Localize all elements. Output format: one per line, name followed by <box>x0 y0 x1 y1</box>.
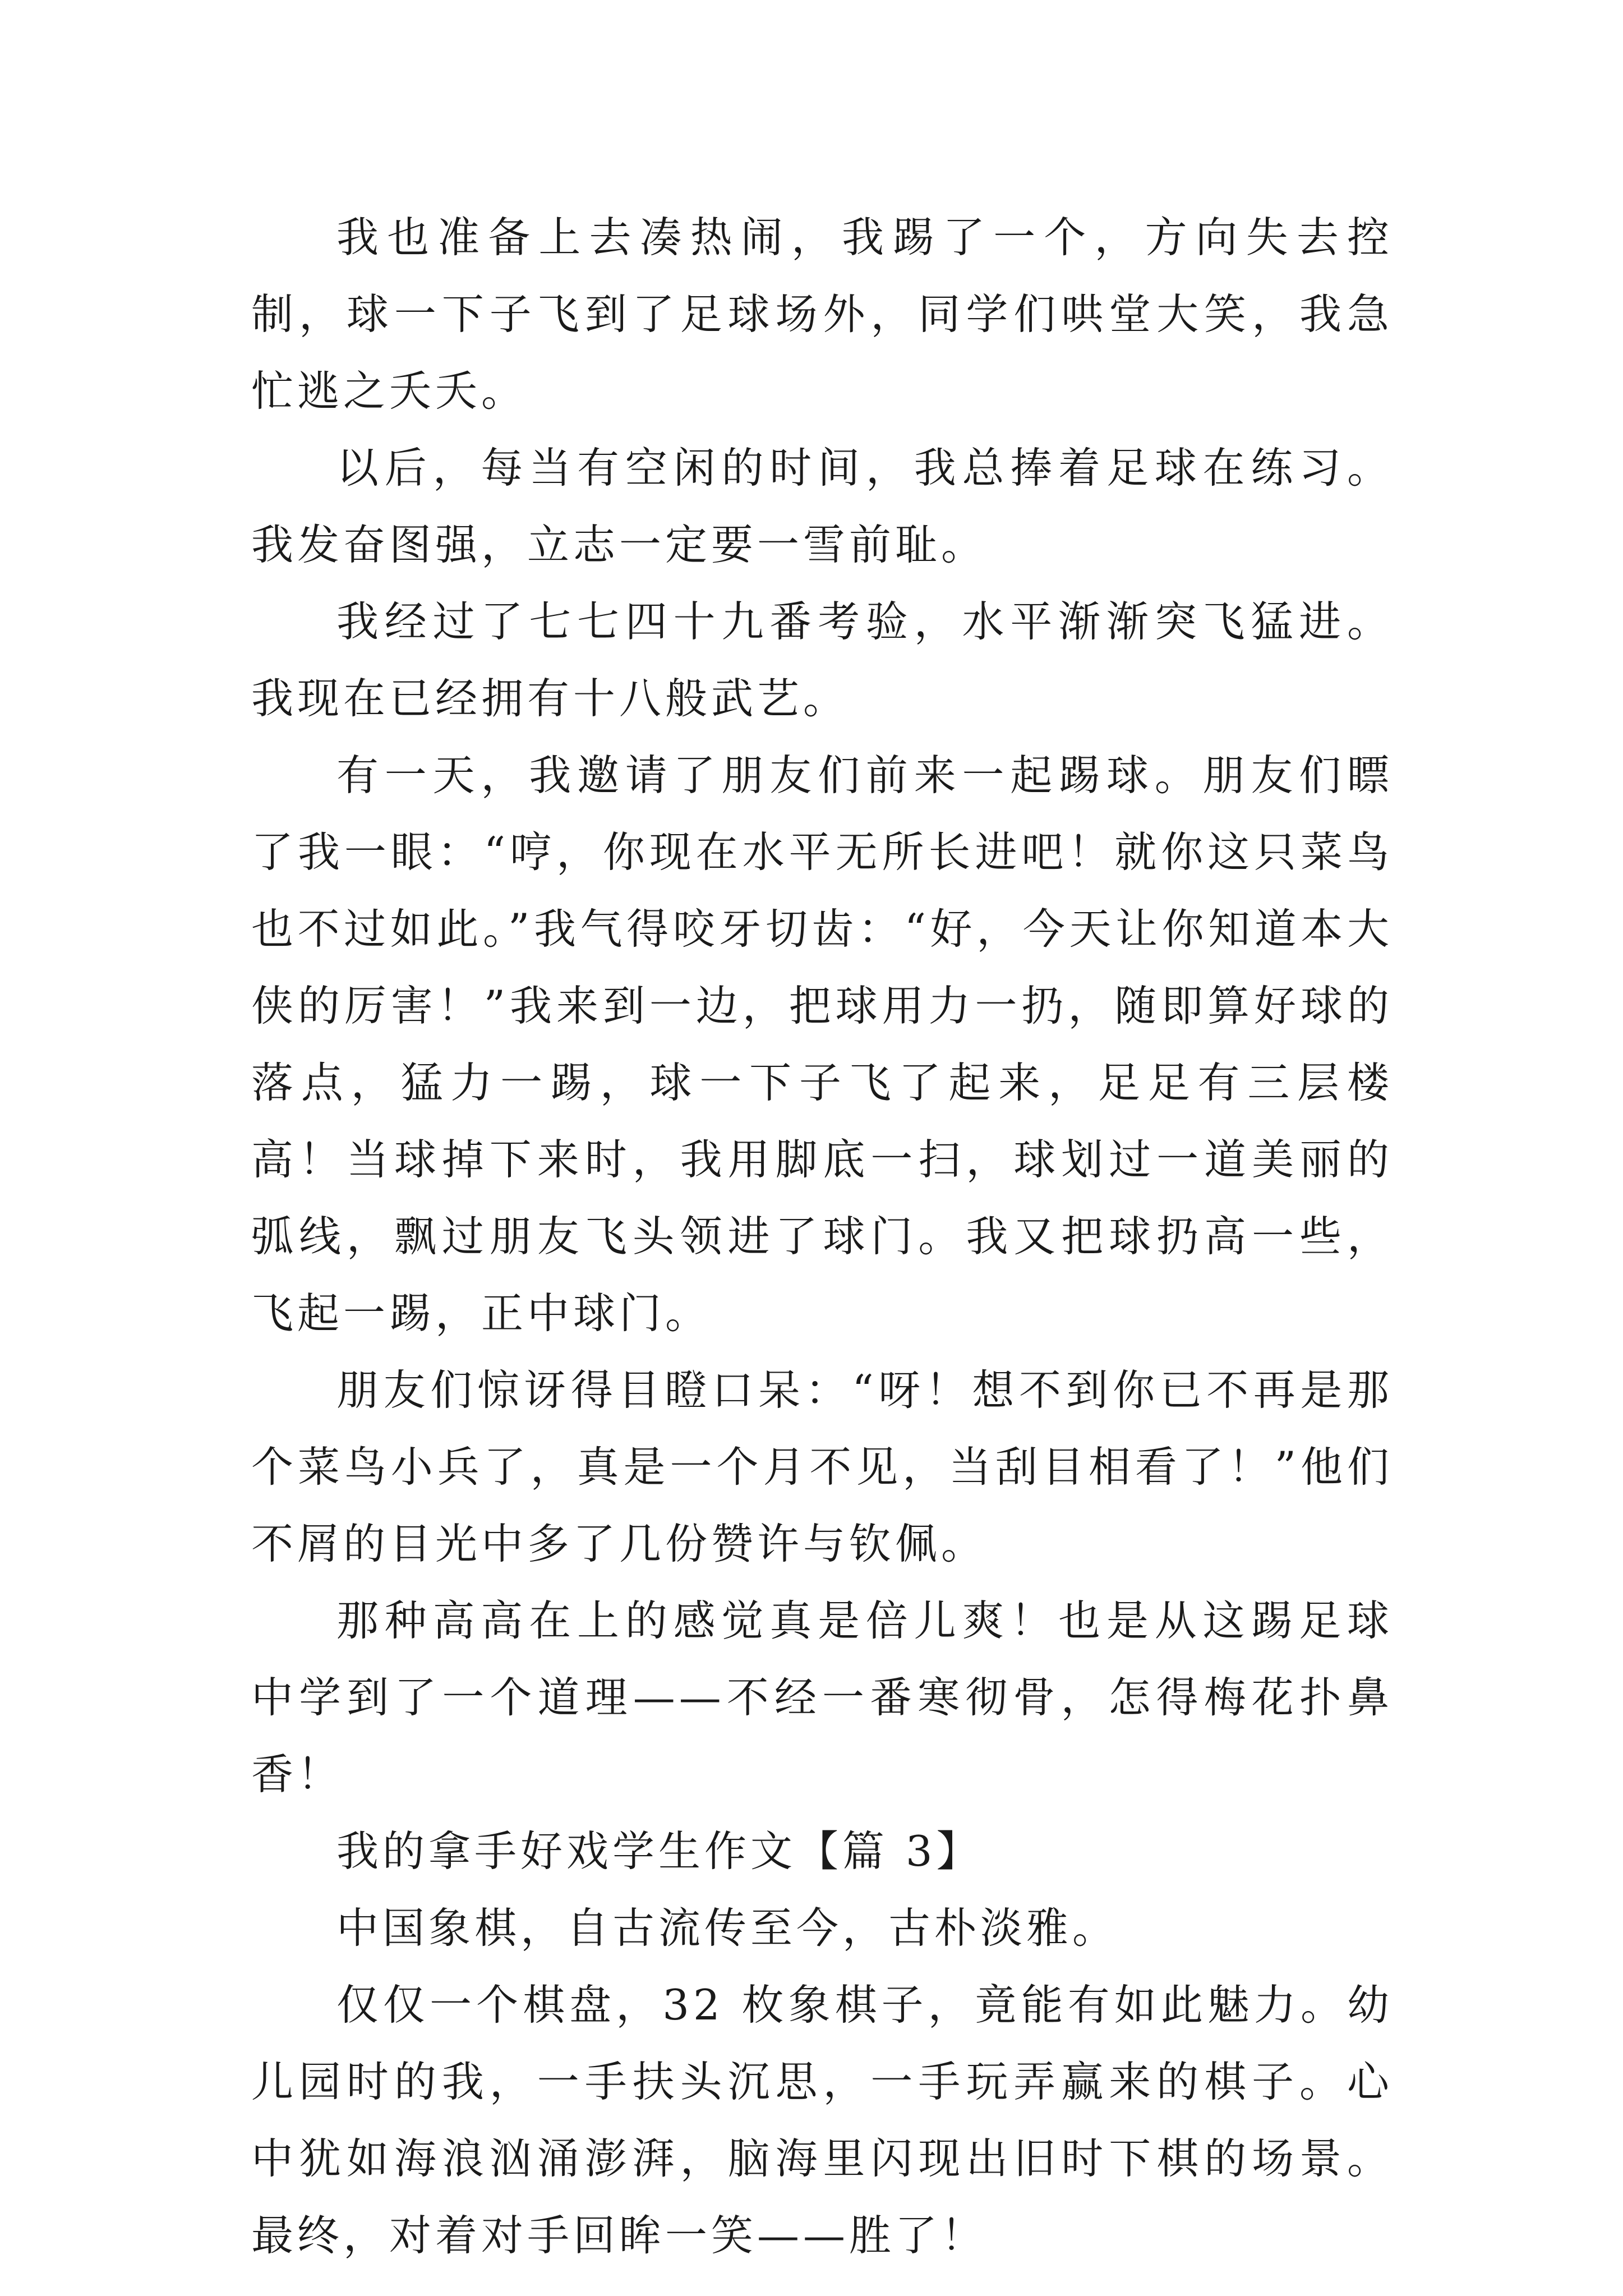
paragraph: 那种高高在上的感觉真是倍儿爽！也是从这踢足球中学到了一个道理——不经一番寒彻骨，怎得梅花扑鼻香！ <box>251 1596 1393 1799</box>
paragraph: 朋友们惊讶得目瞪口呆：“呀！想不到你已不再是那个菜鸟小兵了，真是一个月不见，当刮目相看了！”他们不屑的目光中多了几份赞许与钦佩。 <box>251 1365 1393 1568</box>
paragraph: 中国象棋，自古流传至今，古朴淡雅。 <box>336 1903 1119 1953</box>
paragraph: 有一天，我邀请了朋友们前来一起踢球。朋友们瞟了我一眼：“哼，你现在水平无所长进吧！就你这只菜鸟也不过如此。”我气得咬牙切齿：“好，今天让你知道本大侠的厉害！”我来到一边，把球用力一扔，随即算好球的落点，猛力一踢，球一下子飞了起来，足足有三层楼高！当球掉下来时，我用脚底一扫，球划过一道美丽的弧线，飘过朋友飞头领进了球门。我又把球扔高一些，飞起一踢，正中球门。 <box>251 751 1393 1338</box>
paragraph: 我经过了七七四十九番考验，水平渐渐突飞猛进。我现在已经拥有十八般武艺。 <box>251 597 1393 723</box>
section-heading: 我的拿手好戏学生作文【篇 3】 <box>336 1826 983 1876</box>
paragraph: 我也准备上去凑热闹，我踢了一个，方向失去控制，球一下子飞到了足球场外，同学们哄堂大笑，我急忙逃之夭夭。 <box>251 213 1393 416</box>
paragraph: 仅仅一个棋盘，32 枚象棋子，竟能有如此魅力。幼儿园时的我，一手扶头沉思，一手玩弄赢来的棋子。心中犹如海浪汹涌澎湃，脑海里闪现出旧时下棋的场景。最终，对着对手回眸一笑——胜了！ <box>251 1980 1393 2260</box>
document-body <box>251 199 1393 2274</box>
paragraph: 以后，每当有空闲的时间，我总捧着足球在练习。我发奋图强，立志一定要一雪前耻。 <box>251 443 1393 569</box>
